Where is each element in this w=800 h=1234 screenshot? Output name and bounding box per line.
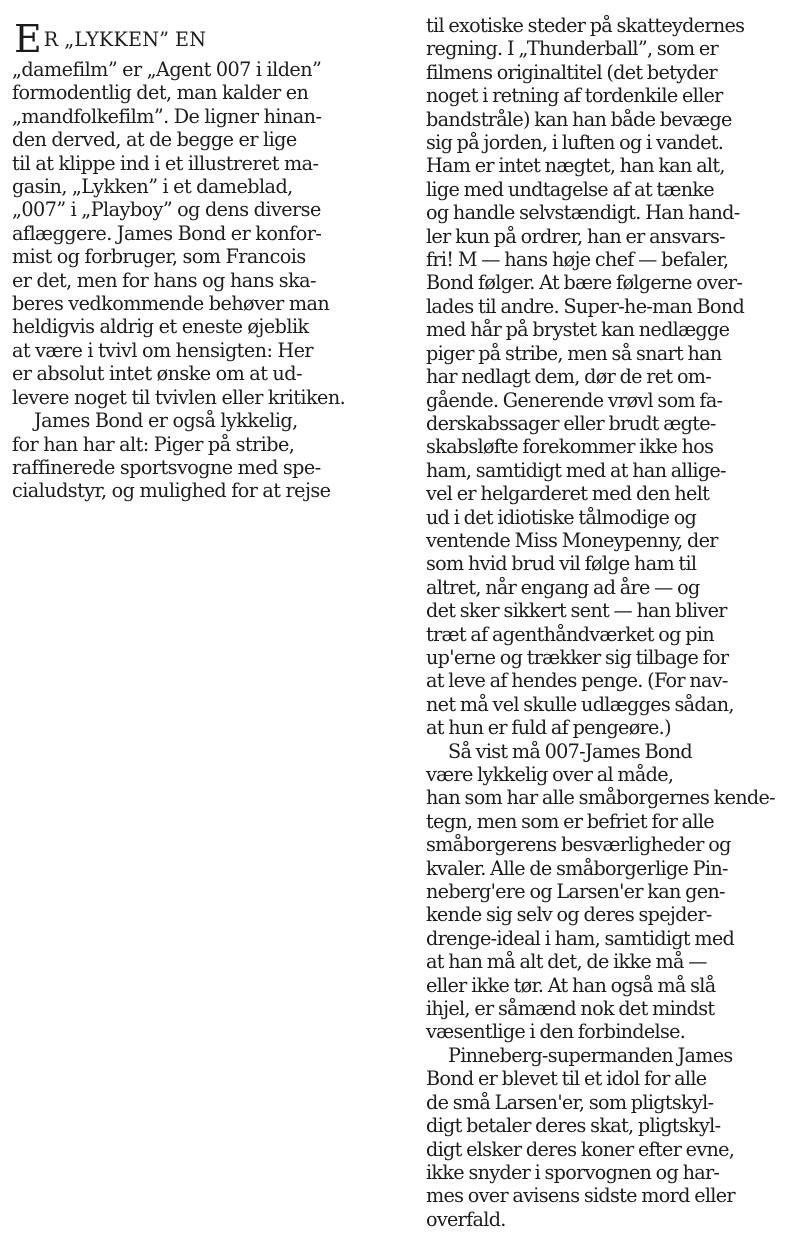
text-line: aflæggere. James Bond er konfor- [12,221,322,245]
text-line: noget i retning af tordenkile eller [426,84,723,108]
text-line: og handle selvstændigt. Han hand- [426,201,740,225]
text-line: neberg'ere og Larsen'er kan gen- [426,880,725,904]
text-line: digt elsker deres koner efter evne, [426,1137,735,1161]
text-line: er det, men for hans og hans ska- [12,268,316,292]
text-line: drenge-ideal i ham, samtidigt med [426,926,735,950]
text-line: up'erne og trækker sig tilbage for [426,645,729,669]
text-line: „mandfolkefilm”. De ligner hinan- [12,104,322,128]
text-line: til exotiske steder på skatteydernes [426,14,745,37]
text-line: væsentlige i den forbindelse. [426,1020,686,1044]
text-line: altret, når engang ad åre — og [426,575,700,599]
text-line: den derved, at de begge er lige [12,128,297,152]
text-line: beres vedkommende behøver man [12,292,330,316]
text-line: Pinneberg-supermanden James [448,1043,733,1067]
text-line: være lykkelig over al måde, [426,763,674,786]
text-line: ikke snyder i sporvognen og har- [426,1160,720,1184]
text-line: fri! M — hans høje chef — befaler, [426,248,729,272]
text-line: Ham er intet nægtet, han kan alt, [426,154,725,178]
text-line: overfald. [426,1207,506,1231]
text-line: at leve af hendes penge. (For nav- [426,669,728,693]
text-line: kvaler. Alle de småborgerlige Pin- [426,856,728,880]
opening-caps: R „LYKKEN” EN [43,28,207,51]
text-line: at være i tvivl om hensigten: Her [12,338,314,362]
text-line: Så vist må 007-James Bond [448,739,692,763]
text-line: Bond er blevet til et idol for alle [426,1067,707,1091]
text-line: kende sig selv og deres spejder- [426,903,712,927]
left-column-text [12,58,384,503]
text-line: han som har alle småborgernes kende- [426,786,775,810]
text-line: til at klippe ind i et illustreret ma- [12,151,319,175]
text-line: med hår på brystet kan nedlægge [426,318,730,342]
left-column [12,14,384,503]
text-line: levere noget til tvivlen eller kritiken. [12,385,346,409]
text-line: mist og forbruger, som Francois [12,245,306,269]
text-line: formodentlig det, man kalder en [12,81,309,105]
text-line: som hvid brud vil følge ham til [426,552,697,576]
text-line: ud i det idiotiske tålmodige og [426,505,697,529]
text-line: for han har alt: Piger på stribe, [12,432,295,456]
text-line: piger på stribe, men så snart han [426,341,722,365]
text-line: mes over avisens sidste mord eller [426,1184,735,1208]
drop-initial: E [14,17,42,61]
text-line: James Bond er også lykkelig, [34,409,298,433]
text-line: træt af agenthåndværket og pin [426,622,714,646]
text-line: har nedlagt dem, dør de ret om- [426,365,712,389]
text-line: vel er helgarderet med den helt [426,482,710,506]
text-line: „007” i „Playboy” og dens diverse [12,198,321,222]
right-column-text [426,14,788,1231]
text-line: lades til andre. Super-he-man Bond [426,294,745,318]
text-line: heldigvis aldrig et eneste øjeblik [12,315,309,339]
text-line: ler kun på ordrer, han er ansvars- [426,224,725,248]
text-line: Bond følger. At bære følgerne over- [426,271,743,295]
text-line: bandstråle) kan han både bevæge [426,107,732,131]
text-line: cialudstyr, og mulighed for at rejse [12,479,331,503]
text-line: raffinerede sportsvogne med spe- [12,455,321,479]
opening-line [12,17,384,61]
text-line: ihjel, er såmænd nok det mindst [426,997,715,1021]
text-line: at han må alt det, de ikke må — [426,950,707,974]
text-line: lige med undtagelse af at tænke [426,177,714,201]
text-line: net må vel skulle udlægges sådan, [426,692,734,716]
right-column [426,14,788,1231]
text-line: skabsløfte forekommer ikke hos [426,435,714,459]
text-line: „damefilm” er „Agent 007 i ilden” [12,58,322,81]
text-line: gående. Generende vrøvl som fa- [426,388,723,412]
text-line: derskabssager eller brudt ægte- [426,411,716,435]
text-line: ventende Miss Moneypenny, der [426,528,718,552]
text-line: digt betaler deres skat, pligtskyl- [426,1114,721,1138]
text-line: de små Larsen'er, som pligtskyl- [426,1090,714,1114]
text-line: det sker sikkert sent — han bliver [426,599,727,623]
text-line: at hun er fuld af pengeøre.) [426,716,671,740]
text-line: småborgerens besværligheder og [426,833,731,857]
text-line: filmens originaltitel (det betyder [426,60,718,84]
text-line: ham, samtidigt med at han allige- [426,458,726,482]
text-line: tegn, men som er befriet for alle [426,809,714,833]
text-line: regning. I „Thunderball”, som er [426,37,718,61]
text-line: eller ikke tør. At han også må slå [426,973,716,997]
text-line: sig på jorden, i luften og i vandet. [426,131,724,155]
text-line: er absolut intet ønske om at ud- [12,362,302,386]
text-line: gasin, „Lykken” i et dameblad, [12,175,293,199]
